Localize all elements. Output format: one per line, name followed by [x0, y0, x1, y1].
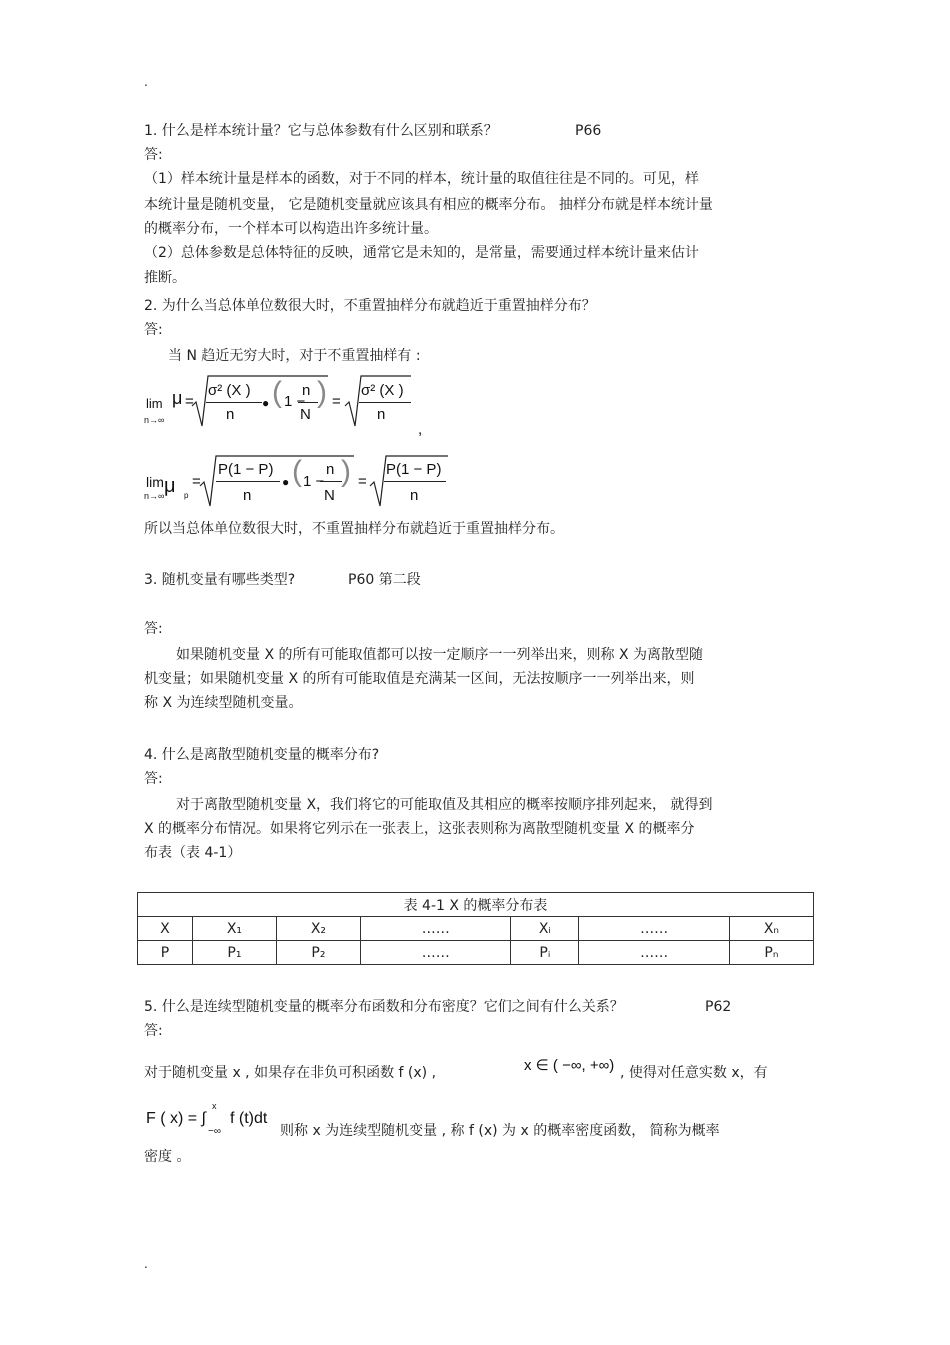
q4-line-2: X 的概率分布情况。如果将它列示在一张表上，这张表则称为离散型随机变量 X 的概率分 — [144, 821, 695, 837]
frac1-den: n — [226, 406, 235, 423]
frac5-num: n — [326, 461, 335, 478]
frac4-den: n — [243, 487, 252, 504]
frac5-den: N — [324, 487, 335, 504]
question-5: 5. 什么是连续型随机变量的概率分布函数和分布密度？它们之间有什么关系？ — [144, 999, 624, 1015]
table-cell: X — [138, 917, 193, 941]
table-cell: P₁ — [192, 941, 276, 965]
question-4: 4. 什么是离散型随机变量的概率分布? — [144, 747, 380, 763]
answer-label-1: 答: — [144, 147, 163, 163]
q4-line-1: 对于离散型随机变量 X，我们将它的可能取值及其相应的概率按顺序排列起来， 就得到 — [176, 797, 713, 813]
question-1: 1. 什么是样本统计量？它与总体参数有什么区别和联系？ — [144, 123, 498, 139]
q4-line-3: 布表（表 4-1） — [144, 845, 242, 861]
q5-line-3: 密度 。 — [144, 1149, 191, 1165]
q3-line-1: 如果随机变量 X 的所有可能取值都可以按一定顺序一一列举出来，则称 X 为离散型随 — [176, 647, 703, 663]
q1-line-3: 的概率分布，一个样本可以构造出许多统计量。 — [144, 221, 438, 237]
q3-line-3: 称 X 为连续型随机变量。 — [144, 695, 303, 711]
table-cell: Xₙ — [729, 917, 813, 941]
answer-label-2: 答: — [144, 322, 163, 338]
formula-comma: , — [418, 421, 423, 438]
frac3-num: σ² (X ) — [361, 382, 404, 399]
frac6-den: n — [410, 487, 419, 504]
one-minus-2: 1 − — [303, 473, 325, 490]
q1-line-1: （1）样本统计量是样本的函数，对于不同的样本，统计量的取值往往是不同的。可见，样 — [144, 171, 699, 187]
q1-line-2: 本统计量是随机变量， 它是随机变量就应该具有相应的概率分布。 抽样分布就是样本统计量 — [144, 197, 713, 213]
q3-line-2: 机变量；如果随机变量 X 的所有可能取值是充满某一区间，无法按顺序一一列举出来，则 — [144, 671, 695, 687]
q5-line-2b: 则称 x 为连续型随机变量 , 称 f (x) 为 x 的概率密度函数， 简称为概率 — [280, 1123, 720, 1139]
question-5-ref: P62 — [705, 999, 732, 1015]
answer-label-5: 答: — [144, 1023, 163, 1039]
question-1-ref: P66 — [575, 123, 602, 139]
table-cell: X₂ — [276, 917, 360, 941]
lim-sub-1: n→∞ — [144, 415, 165, 425]
page-dot-top: . — [144, 75, 148, 89]
table-cell: Pₙ — [729, 941, 813, 965]
question-2: 2. 为什么当总体单位数很大时，不重置抽样分布就趋近于重置抽样分布？ — [144, 298, 596, 314]
one-minus-1: 1 − — [284, 393, 306, 410]
lim-label-2: lim — [146, 474, 164, 490]
q2-intro: 当 N 趋近无穷大时，对于不重置抽样有 : — [168, 348, 421, 364]
frac3-den: n — [377, 406, 386, 423]
frac6-num: P(1 − P) — [386, 461, 442, 478]
question-3-ref: P60 第二段 — [348, 572, 421, 588]
frac4-num: P(1 − P) — [218, 461, 274, 478]
table-cell: …… — [579, 917, 729, 941]
mu-symbol-2: μ — [164, 475, 176, 497]
frac1-num: σ² (X ) — [208, 382, 251, 399]
probability-distribution-table — [137, 892, 814, 965]
table-caption: 表 4-1 X 的概率分布表 — [138, 893, 814, 917]
table-cell: Pᵢ — [511, 941, 579, 965]
q1-line-4: （2）总体参数是总体特征的反映，通常它是未知的，是常量，需要通过样本统计量来估计 — [144, 245, 699, 261]
table-cell: …… — [360, 941, 510, 965]
q5-domain-math: x ∈ ( −∞, +∞) — [524, 1057, 615, 1074]
bullet-dot-1: ● — [262, 396, 270, 410]
q2-conclusion: 所以当总体单位数很大时，不重置抽样分布就趋近于重置抽样分布。 — [144, 521, 564, 537]
mu-symbol-1: μ — [172, 388, 183, 408]
answer-label-4: 答: — [144, 771, 163, 787]
integrand: f (t)dt — [230, 1110, 268, 1127]
table-cell: …… — [579, 941, 729, 965]
question-3: 3. 随机变量有哪些类型? — [144, 572, 296, 588]
table-row — [138, 917, 814, 941]
lim-sub-2: n→∞ — [144, 491, 165, 501]
integral-lower: −∞ — [208, 1126, 221, 1137]
table-cell: X₁ — [192, 917, 276, 941]
answer-label-3: 答: — [144, 621, 163, 637]
frac2-den: N — [300, 406, 311, 423]
q5-line-1b: , 使得对任意实数 x，有 — [620, 1065, 768, 1081]
table-cell: P — [138, 941, 193, 965]
integral-expression: F ( x) = ∫ — [146, 1110, 206, 1127]
table-cell: …… — [360, 917, 510, 941]
frac2-num: n — [302, 382, 311, 399]
table-caption-row — [138, 893, 814, 917]
lim-label-1: lim — [146, 396, 163, 411]
integral-upper: x — [212, 1101, 217, 1111]
table-cell: Xᵢ — [511, 917, 579, 941]
mu-sub-2: p — [184, 491, 189, 500]
q5-line-1a: 对于随机变量 x , 如果存在非负可积函数 f (x) , — [144, 1065, 437, 1081]
table-row — [138, 941, 814, 965]
table-cell: P₂ — [276, 941, 360, 965]
page-dot-bottom: . — [144, 1257, 148, 1271]
q1-line-5: 推断。 — [144, 270, 186, 286]
